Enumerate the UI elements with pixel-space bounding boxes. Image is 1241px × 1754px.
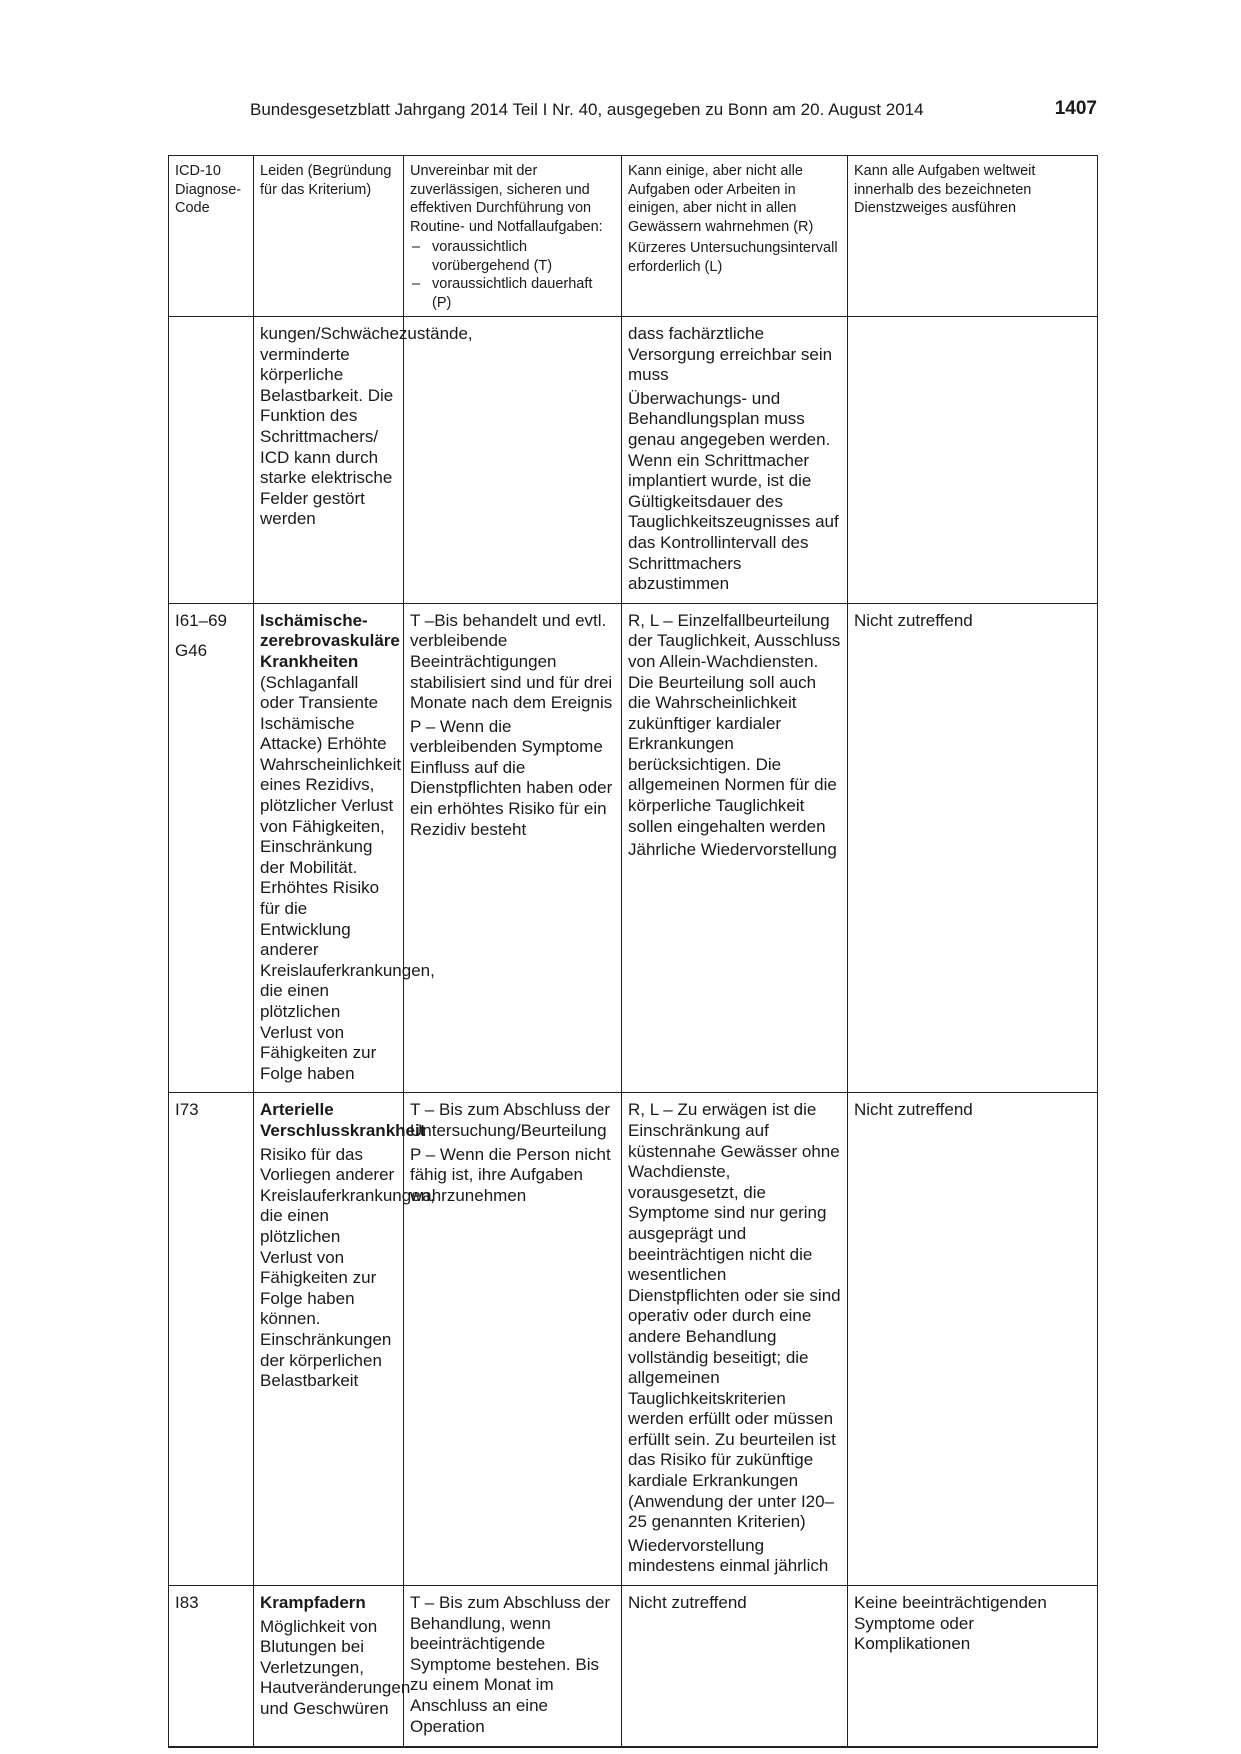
condition-title: Arterielle Verschlusskrankheit [260,1100,426,1140]
incompatible-permanent: P – Wenn die Person nicht fähig ist, ihre Aufgaben wahrzunehmen [410,1144,611,1205]
header-bullet-temporary: – voraussichtlich vorübergehend (T) [410,238,615,275]
worldwide-text: Nicht zutreffend [854,1100,973,1120]
icd-code: I73 [175,1100,199,1120]
restricted-text: Nicht zutreffend [628,1593,747,1613]
condition-description: Möglichkeit von Blutungen bei Verletzungen, Hautveränderungen und Geschwüren [260,1616,411,1718]
restricted-text: dass fachärztliche Versorgung erreichbar sein muss [628,324,833,385]
restricted-text: R, L – Zu erwägen ist die Einschränkung auf küstennahe Gewässer ohne Wachdienste, vorausgesetzt, die Symptome sind nur gering ausgeprägt und beeinträchtigen nicht die wesentlichen Dienstpflichten oder sie sind operativ oder durch eine andere Behandlung vollständig beseitigt; die allgemeinen Tauglichkeitskriterien werden erfüllt oder müssen erfüllt sein. Zu beurteilen ist das Risiko für zukünftige kardiale Erkrankungen (Anwendung der unter I20–25 genannten Kriterien) [628,1100,841,1532]
restricted-text: Überwachungs- und Behandlungsplan muss genau angegeben werden. Wenn ein Schrittmacher implantiert wurde, ist die Gültigkeitsdauer des Tauglichkeitszeugnisses auf das Kontrollintervall des Schrittmachers abzustimmen [628,388,839,594]
table-header-row [169,156,1098,317]
condition-description: (Schlaganfall oder Transiente Ischämische Attacke) Erhöhte Wahrscheinlichkeit eines Rezidivs, plötzlicher Verlust von Fähigkeiten, Einschränkung der Mobilität. Erhöhtes Risiko für die Entwicklung anderer Kreislauferkrankungen, die einen plötzlichen Verlust von Fähigkeiten zur Folge haben [260,672,435,1083]
restricted-interval: Jährliche Wiedervorstellung [628,840,837,860]
criteria-table [168,155,1098,1748]
header-interval-text: Kürzeres Untersuchungsintervall erforderlich (L) [628,240,838,275]
condition-description: kungen/Schwächezustände, verminderte körperliche Belastbarkeit. Die Funktion des Schrittmachers/ ICD kann durch starke elektrische Felder gestört werden [260,324,473,529]
header-worldwide [848,156,1098,317]
row-incompatible-cell [404,603,622,1093]
icd-code-secondary: G46 [175,641,208,661]
row-restricted-cell [622,1093,848,1586]
row-condition-cell [254,317,473,604]
row-condition-cell [254,603,435,1093]
row-code-cell [169,317,254,604]
incompatible-temporary: T – Bis zum Abschluss der Untersuchung/Beurteilung [410,1100,610,1140]
icd-code: I61–69 [175,610,227,630]
worldwide-text: Keine beeinträchtigenden Symptome oder Komplikationen [854,1593,1047,1654]
restricted-text: R, L – Einzelfallbeurteilung der Tauglichkeit, Ausschluss von Allein-Wachdiensten. Die Beurteilung soll auch die Wahrscheinlichkeit zukünftiger kardialer Erkrankungen berücksichtigen. Die allgemeinen Normen für die körperliche Tauglichkeit sollen eingehalten werden [628,610,841,836]
page-header [168,100,1097,128]
incompatible-temporary: T –Bis behandelt und evtl. verbleibende Beeinträchtigungen stabilisiert sind und für drei Monate nach dem Ereignis [410,610,613,713]
table-row [169,317,1098,604]
header-incompatible-list [410,238,615,312]
row-restricted-cell [622,603,848,1093]
incompatible-temporary: T – Bis zum Abschluss der Behandlung, wenn beeinträchtigende Symptome bestehen. Bis zu einem Monat im Anschluss an eine Operation [410,1593,610,1736]
row-worldwide-cell [848,1093,1098,1586]
condition-title: Krampfadern [260,1593,366,1613]
row-incompatible-cell [404,317,622,604]
row-worldwide-cell [848,603,1098,1093]
table-row [169,1093,1098,1586]
header-restricted-text: Kann einige, aber nicht alle Aufgaben oder Arbeiten in einigen, aber nicht in allen Gewässern wahrnehmen (R) [628,163,814,235]
header-restricted [622,156,848,317]
row-restricted-cell [622,1586,848,1747]
row-code-cell [169,1093,254,1586]
publication-title: Bundesgesetzblatt Jahrgang 2014 Teil I Nr. 40, ausgegeben zu Bonn am 20. August 2014 [250,100,924,119]
restricted-interval: Wiedervorstellung mindestens einmal jährlich [628,1535,829,1576]
row-condition-cell [254,1093,435,1586]
header-incompatible-text: Unvereinbar mit der zuverlässigen, sicheren und effektiven Durchführung von Routine- und Notfallaufgaben: [410,163,603,235]
row-worldwide-cell [848,317,1098,604]
header-worldwide-text: Kann alle Aufgaben weltweit innerhalb des bezeichneten Dienstzweiges ausführen [854,163,1036,216]
header-condition-text: Leiden (Begründung für das Kriterium) [260,163,392,198]
row-restricted-cell [622,317,848,604]
row-incompatible-cell [404,1093,622,1586]
row-condition-cell [254,1586,411,1747]
table-row [169,1586,1098,1747]
condition-description: Risiko für das Vorliegen anderer Kreislauferkrankungen, die einen plötzlichen Verlust von Fähigkeiten zur Folge haben können. Einschränkungen der körperlichen Belastbarkeit [260,1144,435,1391]
incompatible-permanent: P – Wenn die verbleibenden Symptome Einfluss auf die Dienstpflichten haben oder ein erhöhtes Risiko für ein Rezidiv besteht [410,716,613,839]
row-worldwide-cell [848,1586,1098,1747]
header-bullet-permanent: – voraussichtlich dauerhaft (P) [410,275,615,312]
page-number: 1407 [1054,98,1097,119]
table-row [169,603,1098,1093]
header-condition [254,156,404,317]
row-incompatible-cell [404,1586,622,1747]
worldwide-text: Nicht zutreffend [854,610,973,630]
header-icd-code [169,156,254,317]
row-code-cell [169,1586,254,1747]
header-icd-code-text: ICD-10 Diagnose-Code [175,163,242,216]
row-code-cell [169,603,254,1093]
icd-code: I83 [175,1593,199,1613]
condition-title: Ischämische-zerebrovaskuläre Krankheiten [260,610,400,671]
header-incompatible [404,156,622,317]
